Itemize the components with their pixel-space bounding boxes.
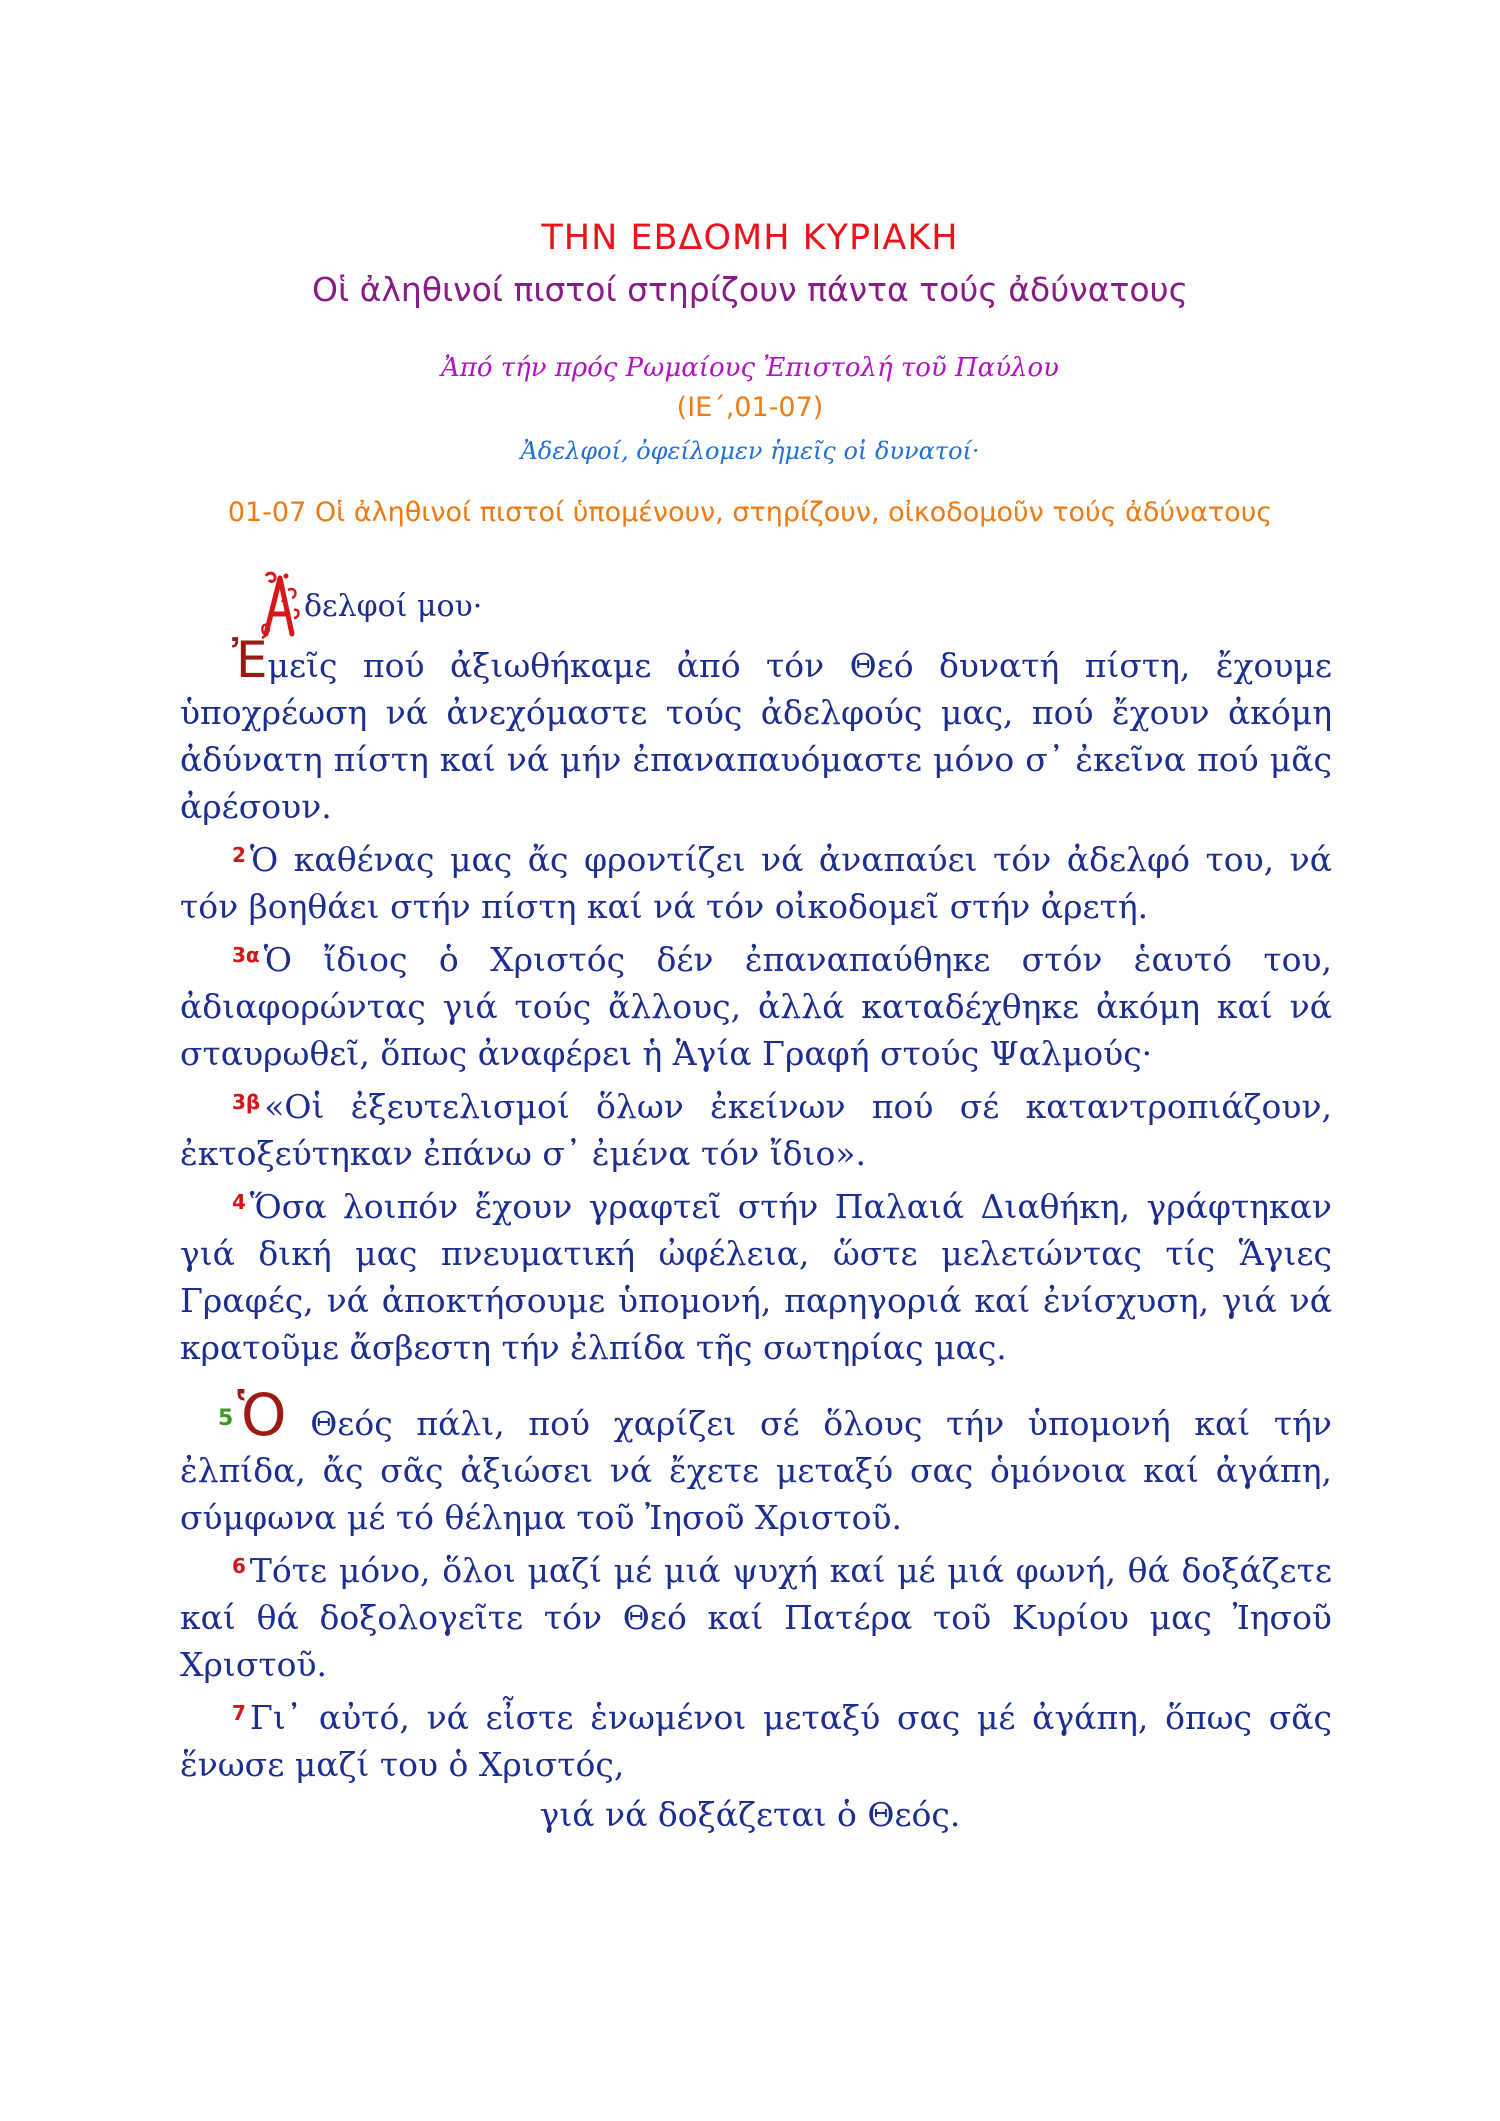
verse-1 bbox=[180, 631, 1332, 830]
verse-text: Θεός πάλι, πού χαρίζει σέ ὅλους τήν ὑπομονή καί τήν ἐλπίδα, ἄς σᾶς ἀξιώσει νά ἔχετε μεταξύ σας ὁμόνοια καί ἀγάπη, σύμφωνα μέ τό θέλημα τοῦ Ἰησοῦ Χριστοῦ. bbox=[180, 1404, 1332, 1537]
verse-3a bbox=[180, 932, 1332, 1077]
verse-text: Ὅσα λοιπόν ἔχουν γραφτεῖ στήν Παλαιά Διαθήκη, γράφτηκαν γιά δική μας πνευματική ὠφέλεια, ὥστε μελετώντας τίς Ἅγιες Γραφές, νά ἀποκτήσουμε ὑπομονή, παρηγοριά καί ἐνίσχυση, γιά νά κρατοῦμε ἄσβεστη τήν ἐλπίδα τῆς σωτηρίας μας. bbox=[180, 1187, 1332, 1367]
closing-line: γιά νά δοξάζεται ὁ Θεός. bbox=[539, 1795, 961, 1834]
chapter-reference: (ΙΕ΄,01-07) bbox=[676, 392, 824, 423]
verse-number: 5 bbox=[218, 1406, 234, 1431]
incipit-line: Ἀδελφοί, ὀφείλομεν ἡμεῖς οἱ δυνατοί· bbox=[520, 437, 980, 465]
verse-number: 4 bbox=[232, 1190, 246, 1214]
verse-3b bbox=[180, 1079, 1332, 1177]
verse-number: 6 bbox=[232, 1554, 246, 1578]
dropcap-letter: Ὁ bbox=[237, 1381, 287, 1449]
page-title: ΤΗΝ ΕΒΔΟΜΗ ΚΥΡΙΑΚΗ bbox=[541, 218, 959, 258]
verse-number: 7 bbox=[232, 1701, 246, 1725]
greeting-line bbox=[258, 570, 482, 640]
verse-number: 3β bbox=[232, 1090, 261, 1114]
verse-text: μεῖς πού ἀξιωθήκαμε ἀπό τόν Θεό δυνατή πίστη, ἔχουμε ὑποχρέωση νά ἀνεχόμαστε τούς ἀδελφούς μας, πού ἔχουν ἀκόμη ἀδύνατη πίστη καί νά μήν ἐπαναπαυόμαστε μόνο σ᾽ ἐκεῖνα πού μᾶς ἀρέσουν. bbox=[180, 646, 1332, 826]
verse-7 bbox=[180, 1690, 1332, 1788]
epistle-source: Ἀπό τήν πρός Ρωμαίους Ἐπιστολή τοῦ Παύλου bbox=[441, 353, 1059, 383]
verse-2 bbox=[180, 832, 1332, 930]
verse-number: 2 bbox=[232, 843, 246, 867]
verses-block-2 bbox=[180, 1381, 1332, 1790]
verse-text: Γι᾽ αὐτό, νά εἶστε ἑνωμένοι μεταξύ σας μέ ἀγάπη, ὅπως σᾶς ἕνωσε μαζί του ὁ Χριστός, bbox=[180, 1698, 1332, 1784]
verse-5 bbox=[180, 1381, 1332, 1541]
verse-text: «Οἱ ἐξευτελισμοί ὅλων ἐκείνων πού σέ καταντροπιάζουν, ἐκτοξεύτηκαν ἐπάνω σ᾽ ἐμένα τόν ἴδιο». bbox=[180, 1087, 1332, 1173]
verse-4 bbox=[180, 1179, 1332, 1371]
verse-number: 3α bbox=[232, 943, 260, 967]
verse-6 bbox=[180, 1543, 1332, 1688]
page-subtitle: Οἱ ἀληθινοί πιστοί στηρίζουν πάντα τούς ἀδύνατους bbox=[311, 270, 1188, 309]
verses-block-1 bbox=[180, 631, 1332, 1373]
verse-text: Ὁ καθένας μας ἄς φροντίζει νά ἀναπαύει τόν ἀδελφό του, νά τόν βοηθάει στήν πίστη καί νά τόν οἰκοδομεῖ στήν ἀρετή. bbox=[180, 840, 1332, 926]
dropcap-letter: Ἐ bbox=[232, 631, 268, 689]
section-summary: 01-07 Οἱ ἀληθινοί πιστοί ὑπομένουν, στηρίζουν, οἰκοδομοῦν τούς ἀδύνατους bbox=[227, 497, 1273, 528]
greeting-text: δελφοί μου· bbox=[304, 588, 483, 624]
verse-text: Ὁ ἴδιος ὁ Χριστός δέν ἐπαναπαύθηκε στόν ἑαυτό του, ἀδιαφορώντας γιά τούς ἄλλους, ἀλλά καταδέχθηκε ἀκόμη καί νά σταυρωθεῖ, ὅπως ἀναφέρει ἡ Ἁγία Γραφή στούς Ψαλμούς· bbox=[180, 940, 1332, 1073]
verse-text: Τότε μόνο, ὅλοι μαζί μέ μιά ψυχή καί μέ μιά φωνή, θά δοξάζετε καί θά δοξολογεῖτε τόν Θεό καί Πατέρα τοῦ Κυρίου μας Ἰησοῦ Χριστοῦ. bbox=[180, 1551, 1332, 1684]
